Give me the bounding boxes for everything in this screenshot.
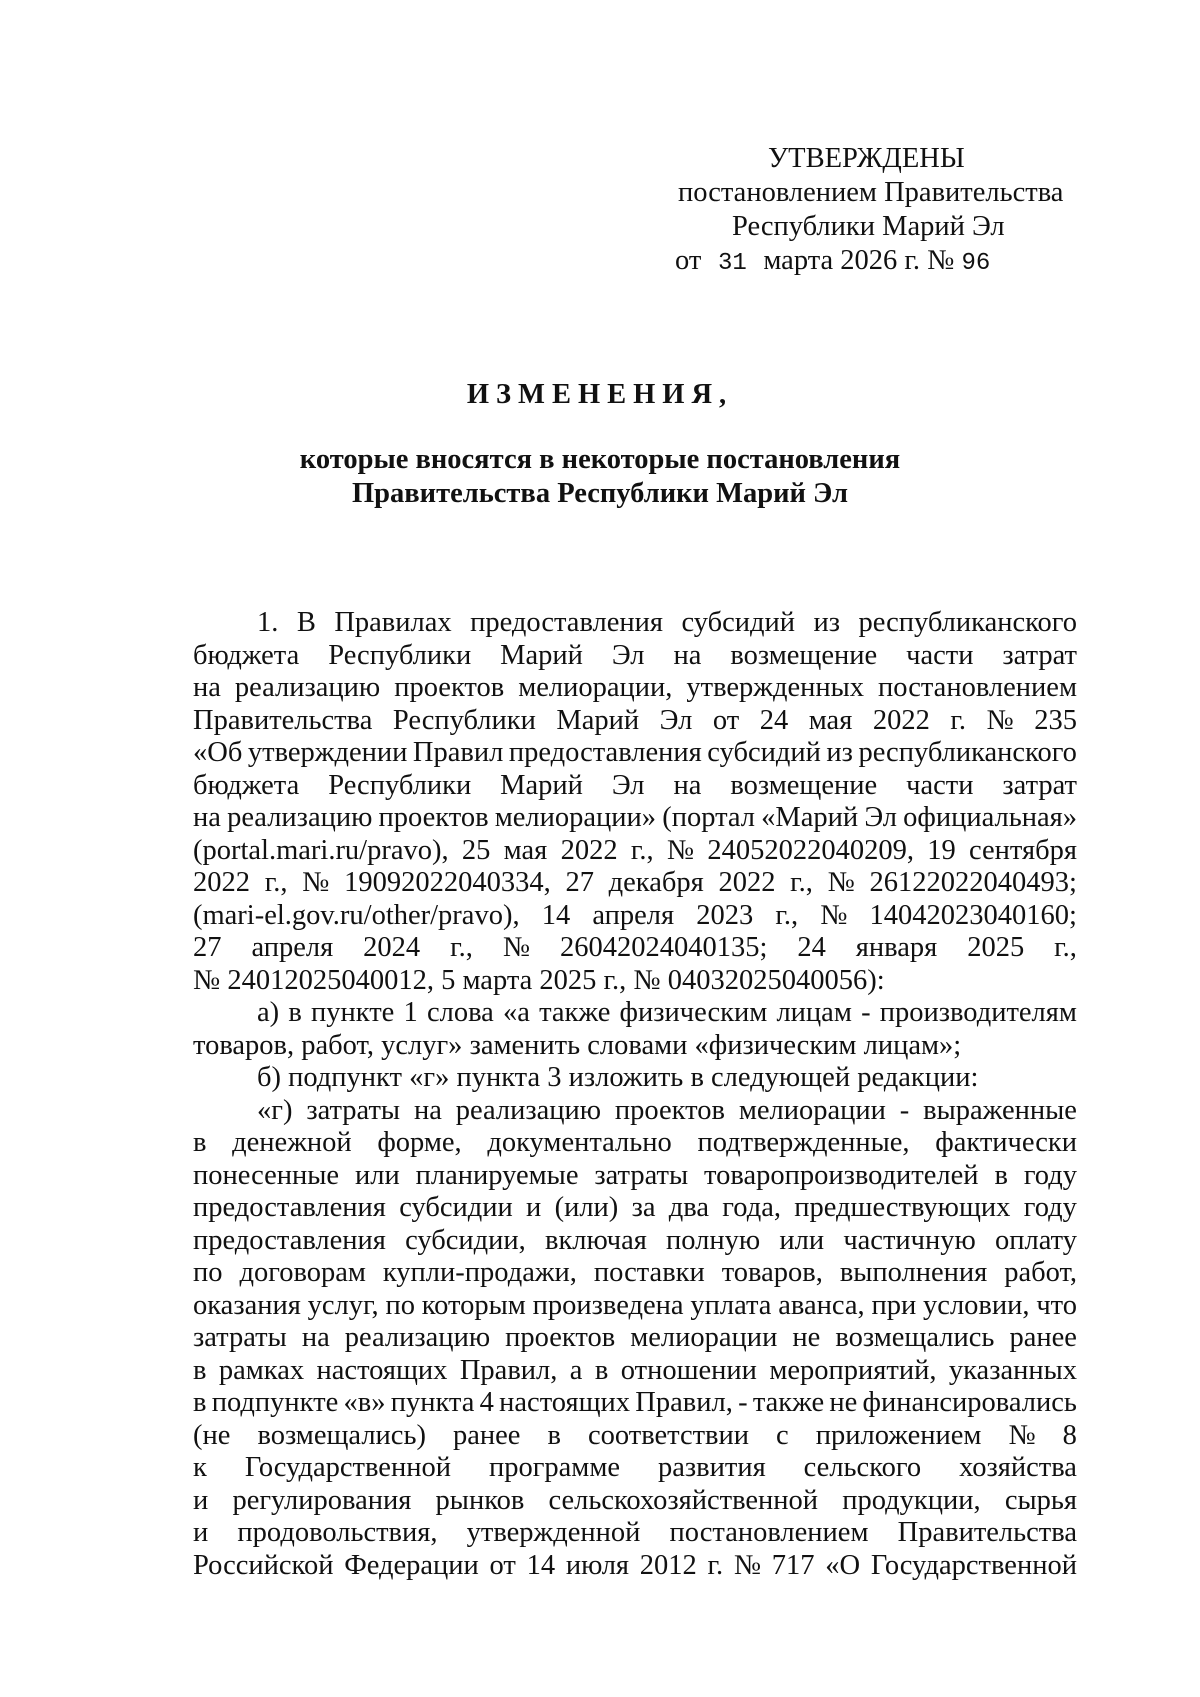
body-line: (mari-el.gov.ru/other/pravo), 14 апреля 2023 г., № 14042023040160; [193,899,1077,931]
approval-stamp [660,142,1080,281]
document-title: ИЗМЕНЕНИЯ, [466,379,734,410]
approval-from: от [675,245,702,276]
document-subtitle [0,443,1200,511]
document-body [193,607,1077,1582]
body-line: на реализацию проектов мелиорации, утвержденных постановлением [193,672,1077,703]
body-line: б) подпункт «г» пункта 3 изложить в следующей редакции: [257,1062,979,1093]
body-line: 1. В Правилах предоставления субсидий из республиканского [257,607,1077,638]
body-line: в рамках настоящих Правил, а в отношении мероприятий, указанных [193,1354,1077,1386]
approval-line: Республики Марий Эл [732,211,1005,242]
approval-number: 96 [961,250,991,277]
body-line: «Об утверждении Правил предоставления субсидий из республиканского [193,737,1077,768]
body-line: по договорам купли-продажи, поставки товаров, выполнения работ, [193,1257,1077,1288]
approval-month-year: марта 2026 г. № [763,245,955,276]
body-line: к Государственной программе развития сельского хозяйства [193,1452,1077,1483]
body-line: предоставления субсидии, включая полную или частичную оплату [193,1224,1077,1256]
body-line: № 24012025040012, 5 марта 2025 г., № 04032025040056): [193,964,885,996]
body-line: в денежной форме, документально подтвержденные, фактически [193,1127,1077,1158]
body-line: 2022 г., № 19092022040334, 27 декабря 2022 г., № 26122022040493; [193,867,1077,898]
body-line: бюджета Республики Марий Эл на возмещение части затрат [193,639,1077,671]
subtitle-line: которые вносятся в некоторые постановления [299,444,901,475]
approval-line: постановлением Правительства [678,177,1064,208]
body-line: понесенные или планируемые затраты товаропроизводителей в году [193,1159,1077,1191]
body-line: оказания услуг, по которым произведена уплата аванса, при условии, что [193,1289,1077,1321]
body-line: и регулирования рынков сельскохозяйственной продукции, сырья [193,1484,1077,1516]
approval-title: УТВЕРЖДЕНЫ [768,143,965,174]
body-line: Российской Федерации от 14 июля 2012 г. № 717 «О Государственной [193,1549,1077,1581]
body-line: в подпункте «в» пункта 4 настоящих Правил, - также не финансировались [193,1387,1077,1418]
body-line: предоставления субсидии и (или) за два года, предшествующих году [193,1192,1077,1223]
body-line: «г) затраты на реализацию проектов мелиорации - выраженные [257,1094,1077,1126]
body-line: товаров, работ, услуг» заменить словами «физическим лицам»; [193,1029,962,1061]
body-line: на реализацию проектов мелиорации» (портал «Марий Эл официальная» [193,802,1077,833]
body-line: а) в пункте 1 слова «а также физическим лицам - производителям [257,997,1077,1028]
body-line: (portal.mari.ru/pravo), 25 мая 2022 г., № 24052022040209, 19 сентября [193,834,1077,866]
body-line: бюджета Республики Марий Эл на возмещение части затрат [193,769,1077,801]
body-line: Правительства Республики Марий Эл от 24 мая 2022 г. № 235 [193,704,1077,736]
approval-day: 31 [717,250,747,277]
body-line: 27 апреля 2024 г., № 26042024040135; 24 января 2025 г., [193,932,1077,963]
subtitle-line: Правительства Республики Марий Эл [351,478,848,509]
body-line: и продовольствия, утвержденной постановлением Правительства [193,1517,1077,1548]
approval-date-line [660,244,1080,281]
body-line: (не возмещались) ранее в соответствии с приложением № 8 [193,1419,1077,1451]
body-line: затраты на реализацию проектов мелиорации не возмещались ранее [193,1322,1077,1353]
